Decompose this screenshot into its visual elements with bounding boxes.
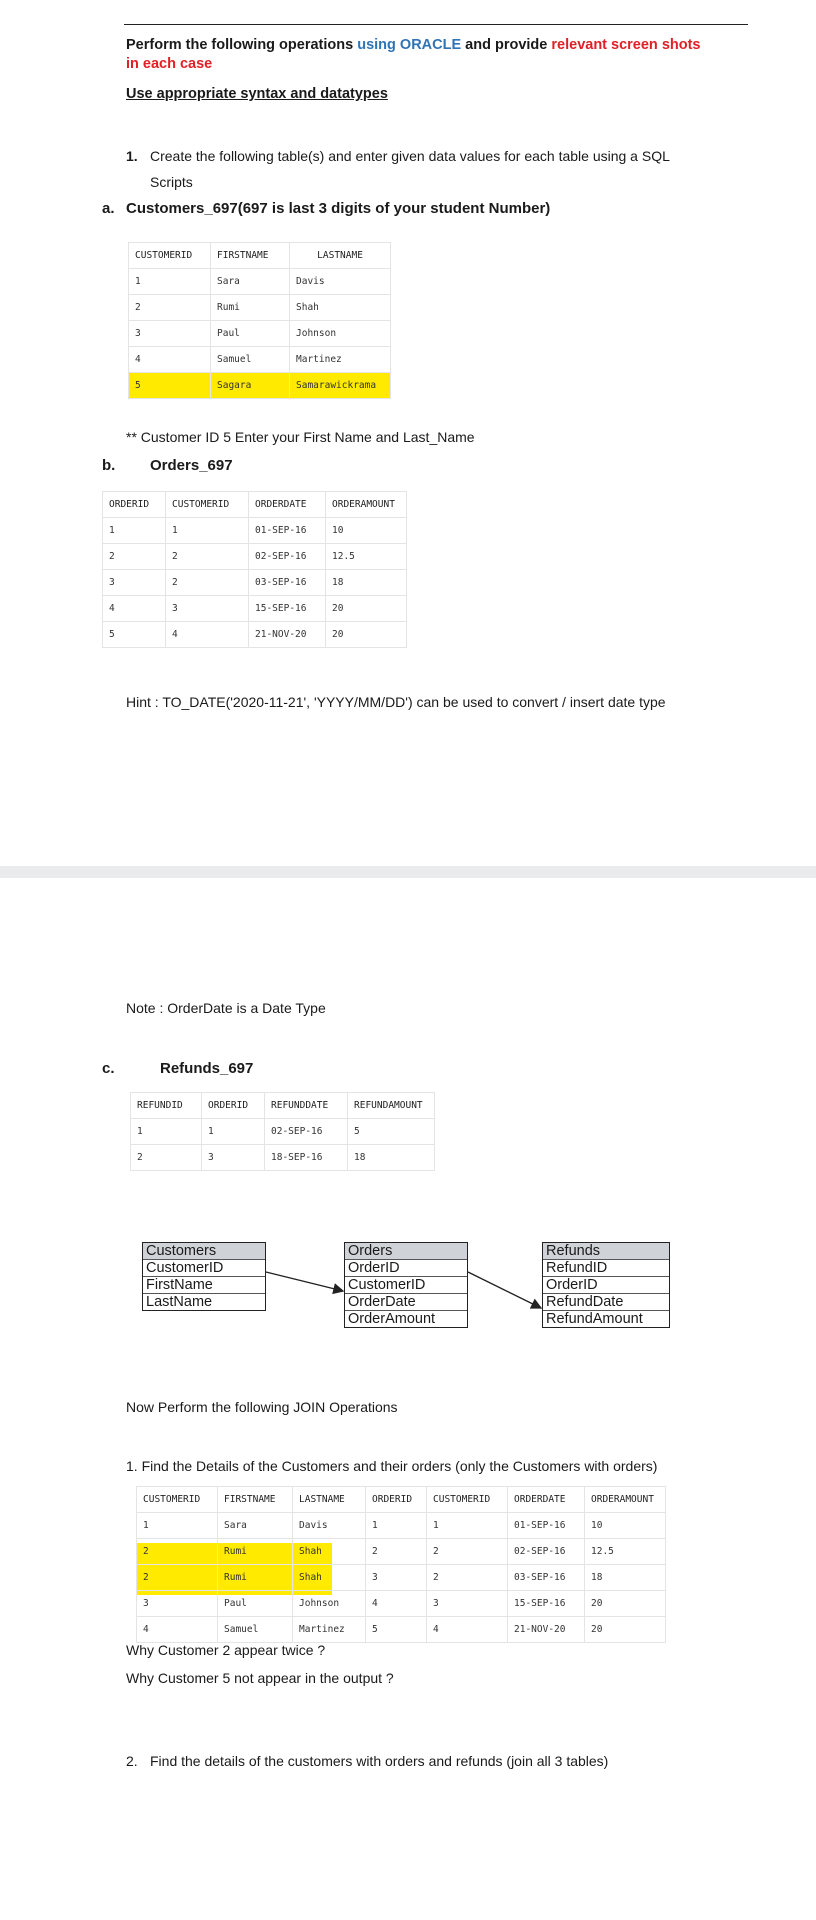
table-row <box>129 321 391 347</box>
step-1-line-1: Create the following table(s) and enter given data values for each table using a SQL <box>150 148 670 164</box>
cell: 2 <box>137 1539 218 1565</box>
section-c-title: Refunds_697 <box>160 1060 254 1077</box>
screenshots-text: relevant screen shots <box>551 37 701 53</box>
erd-entity-title: Customers <box>143 1243 265 1259</box>
join-intro: Now Perform the following JOIN Operations <box>126 1399 398 1415</box>
cell: 10 <box>326 518 407 544</box>
col-header: ORDERAMOUNT <box>326 492 407 518</box>
table-row <box>103 622 407 648</box>
cell: 2 <box>103 544 166 570</box>
col-header: CUSTOMERID <box>129 243 211 269</box>
cell: Sara <box>211 269 290 295</box>
table-row <box>137 1539 666 1565</box>
instruction-line-2: in each case <box>126 56 213 72</box>
erd-field: OrderAmount <box>345 1310 467 1327</box>
cell: Rumi <box>218 1565 293 1591</box>
col-header: ORDERID <box>103 492 166 518</box>
cell: 2 <box>129 295 211 321</box>
cell: 21-NOV-20 <box>508 1617 585 1643</box>
cell: Shah <box>290 295 391 321</box>
cell: 4 <box>366 1591 427 1617</box>
orders-table <box>102 491 407 648</box>
erd-field: CustomerID <box>143 1259 265 1276</box>
cell: 3 <box>103 570 166 596</box>
cell: 20 <box>326 596 407 622</box>
cell: 4 <box>166 622 249 648</box>
cell: 2 <box>137 1565 218 1591</box>
erd-field: FirstName <box>143 1276 265 1293</box>
section-c-label: c. <box>102 1060 115 1077</box>
cell: Samarawickrama <box>290 373 391 399</box>
erd-field: OrderID <box>543 1276 669 1293</box>
cell: 21-NOV-20 <box>249 622 326 648</box>
section-a-label: a. <box>102 200 115 217</box>
cell: 15-SEP-16 <box>249 596 326 622</box>
cell: 2 <box>131 1145 202 1171</box>
join-2-question: Find the details of the customers with orders and refunds (join all 3 tables) <box>150 1753 609 1769</box>
col-header: CUSTOMERID <box>427 1487 508 1513</box>
cell: 5 <box>103 622 166 648</box>
cell: 5 <box>348 1119 435 1145</box>
erd-relationship-arrows <box>0 878 816 1478</box>
oracle-text: using ORACLE <box>357 37 462 53</box>
cell: 18 <box>326 570 407 596</box>
provide-text: and provide <box>461 37 552 53</box>
cell: 20 <box>585 1591 666 1617</box>
erd-field: RefundAmount <box>543 1310 669 1327</box>
erd-entity-title: Orders <box>345 1243 467 1259</box>
cell: 2 <box>427 1565 508 1591</box>
orderdate-note: Note : OrderDate is a Date Type <box>126 1000 326 1016</box>
cell: 20 <box>326 622 407 648</box>
col-header: ORDERID <box>202 1093 265 1119</box>
cell: 2 <box>427 1539 508 1565</box>
cell: Davis <box>293 1513 366 1539</box>
col-header: ORDERDATE <box>508 1487 585 1513</box>
page-2 <box>0 878 816 1920</box>
col-header: ORDERID <box>366 1487 427 1513</box>
question-customer-5-missing: Why Customer 5 not appear in the output ? <box>126 1670 394 1686</box>
cell: Shah <box>293 1565 366 1591</box>
join-2-number: 2. <box>126 1753 138 1769</box>
step-1-number: 1. <box>126 148 138 164</box>
col-header: CUSTOMERID <box>166 492 249 518</box>
cell: 1 <box>103 518 166 544</box>
cell: 1 <box>427 1513 508 1539</box>
cell: 5 <box>129 373 211 399</box>
cell: 1 <box>166 518 249 544</box>
cell: 2 <box>366 1539 427 1565</box>
cell: 03-SEP-16 <box>508 1565 585 1591</box>
table-row <box>137 1565 666 1591</box>
col-header: FIRSTNAME <box>211 243 290 269</box>
erd-field: RefundID <box>543 1259 669 1276</box>
erd-field: OrderDate <box>345 1293 467 1310</box>
cell: 12.5 <box>585 1539 666 1565</box>
section-b-title: Orders_697 <box>150 457 233 474</box>
cell: 15-SEP-16 <box>508 1591 585 1617</box>
cell: Johnson <box>290 321 391 347</box>
col-header: ORDERDATE <box>249 492 326 518</box>
cell: 12.5 <box>326 544 407 570</box>
cell: Davis <box>290 269 391 295</box>
arrow-orders-to-refunds <box>468 1272 541 1308</box>
top-rule <box>124 24 748 25</box>
cell: Paul <box>211 321 290 347</box>
erd-entity-title: Refunds <box>543 1243 669 1259</box>
cell: Johnson <box>293 1591 366 1617</box>
cell: 4 <box>103 596 166 622</box>
arrow-customers-to-orders <box>266 1272 343 1291</box>
erd-field: CustomerID <box>345 1276 467 1293</box>
cell: Samuel <box>218 1617 293 1643</box>
cell: 20 <box>585 1617 666 1643</box>
cell: 02-SEP-16 <box>249 544 326 570</box>
cell: 10 <box>585 1513 666 1539</box>
table-row <box>103 518 407 544</box>
erd-field: LastName <box>143 1293 265 1310</box>
cell: 4 <box>137 1617 218 1643</box>
cell: 02-SEP-16 <box>265 1119 348 1145</box>
col-header: FIRSTNAME <box>218 1487 293 1513</box>
cell: 4 <box>427 1617 508 1643</box>
table-row <box>137 1591 666 1617</box>
cell: Martinez <box>290 347 391 373</box>
join-1-question: 1. Find the Details of the Customers and their orders (only the Customers with orders) <box>126 1458 658 1474</box>
table-row <box>129 295 391 321</box>
cell: Samuel <box>211 347 290 373</box>
table-row <box>137 1513 666 1539</box>
cell: 1 <box>137 1513 218 1539</box>
table-row <box>103 596 407 622</box>
step-1-line-2: Scripts <box>150 174 193 190</box>
date-hint: Hint : TO_DATE('2020-11-21', 'YYYY/MM/DD') can be used to convert / insert date type <box>126 694 666 710</box>
col-header: REFUNDDATE <box>265 1093 348 1119</box>
cell: 1 <box>366 1513 427 1539</box>
table-row <box>103 570 407 596</box>
section-b-label: b. <box>102 457 116 474</box>
section-a-title: Customers_697(697 is last 3 digits of your student Number) <box>126 200 551 217</box>
cell: 5 <box>366 1617 427 1643</box>
col-header: REFUNDID <box>131 1093 202 1119</box>
col-header: REFUNDAMOUNT <box>348 1093 435 1119</box>
instruction-line-1 <box>126 36 701 55</box>
cell: 3 <box>427 1591 508 1617</box>
col-header: CUSTOMERID <box>137 1487 218 1513</box>
erd-field: RefundDate <box>543 1293 669 1310</box>
cell: 4 <box>129 347 211 373</box>
cell: Sagara <box>211 373 290 399</box>
instruction-text: Perform the following operations <box>126 37 358 53</box>
cell: Martinez <box>293 1617 366 1643</box>
cell: 2 <box>166 544 249 570</box>
page-gap <box>0 866 816 878</box>
join-result-table <box>136 1486 666 1643</box>
cell: 1 <box>131 1119 202 1145</box>
cell: 3 <box>166 596 249 622</box>
table-row-highlighted <box>129 373 391 399</box>
table-row <box>129 269 391 295</box>
cell: 18-SEP-16 <box>265 1145 348 1171</box>
cell: 03-SEP-16 <box>249 570 326 596</box>
cell: Rumi <box>211 295 290 321</box>
syntax-heading: Use appropriate syntax and datatypes <box>126 86 388 102</box>
customer-5-note: ** Customer ID 5 Enter your First Name and Last_Name <box>126 429 475 445</box>
cell: 02-SEP-16 <box>508 1539 585 1565</box>
cell: Sara <box>218 1513 293 1539</box>
col-header: ORDERAMOUNT <box>585 1487 666 1513</box>
col-header: LASTNAME <box>293 1487 366 1513</box>
cell: 1 <box>129 269 211 295</box>
cell: 18 <box>585 1565 666 1591</box>
page-1 <box>0 0 816 866</box>
cell: Paul <box>218 1591 293 1617</box>
cell: 1 <box>202 1119 265 1145</box>
table-row <box>137 1617 666 1643</box>
table-row <box>129 347 391 373</box>
cell: 01-SEP-16 <box>508 1513 585 1539</box>
cell: Rumi <box>218 1539 293 1565</box>
cell: 01-SEP-16 <box>249 518 326 544</box>
col-header: LASTNAME <box>290 243 391 269</box>
cell: 3 <box>366 1565 427 1591</box>
cell: 3 <box>137 1591 218 1617</box>
question-customer-2-twice: Why Customer 2 appear twice ? <box>126 1642 326 1658</box>
cell: 2 <box>166 570 249 596</box>
cell: 3 <box>129 321 211 347</box>
customers-table <box>128 242 391 399</box>
cell: Shah <box>293 1539 366 1565</box>
table-row <box>103 544 407 570</box>
erd-field: OrderID <box>345 1259 467 1276</box>
cell: 18 <box>348 1145 435 1171</box>
cell: 3 <box>202 1145 265 1171</box>
